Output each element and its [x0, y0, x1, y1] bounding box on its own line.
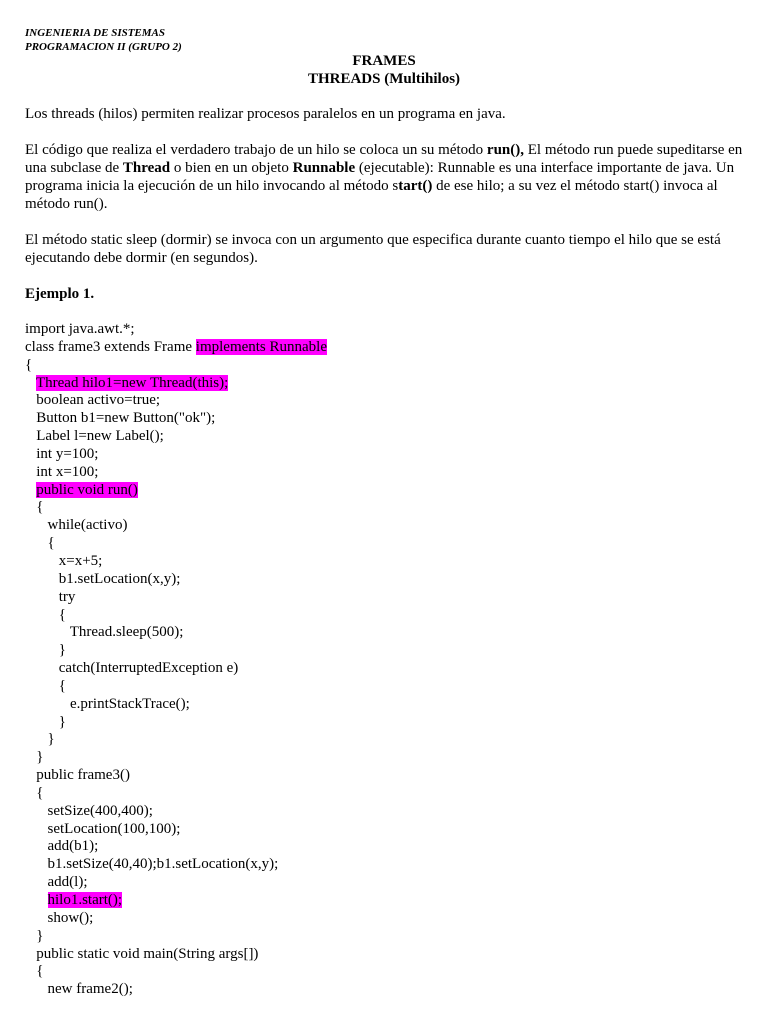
header-course: PROGRAMACION II (GRUPO 2) — [25, 41, 182, 53]
text-segment: (ejecutable): Runnable es una interface importante de java. Un programa inicia la ejecución de un hilo invocando al método s — [25, 160, 735, 194]
code-line: boolean activo=true; — [25, 392, 161, 409]
code-line: } — [25, 927, 44, 944]
code-line: public static void main(String args[]) — [25, 945, 259, 962]
code-line: { — [25, 784, 44, 801]
code-line: x=x+5; — [25, 552, 103, 569]
highlighted-code: implements Runnable — [195, 338, 328, 355]
code-line: { — [25, 356, 33, 373]
text-segment: El método run puede supeditarse en una subclase de — [25, 142, 743, 176]
header-institution: INGENIERIA DE SISTEMAS — [25, 27, 166, 39]
code-line: } — [25, 713, 66, 730]
code-line: setSize(400,400); — [25, 802, 153, 819]
text-segment: de ese hilo; a su vez el método start() invoca al método run(). — [25, 178, 718, 212]
text-segment: o bien en un objeto — [170, 160, 293, 176]
code-line: { — [25, 963, 44, 980]
bold-term: tart() — [398, 178, 433, 194]
code-line: b1.setSize(40,40);b1.setLocation(x,y); — [25, 856, 279, 873]
code-indent — [25, 375, 36, 391]
code-indent — [25, 892, 48, 908]
paragraph-intro — [25, 105, 750, 123]
code-segment: class frame3 extends Frame — [25, 338, 196, 355]
code-line — [25, 339, 327, 357]
highlighted-code: hilo1.start(); — [47, 892, 123, 908]
code-line: add(b1); — [25, 838, 99, 855]
document-subtitle: THREADS (Multihilos) — [307, 71, 461, 87]
document-title: FRAMES — [352, 53, 416, 69]
code-line: show(); — [25, 909, 94, 926]
bold-term: Thread — [122, 160, 171, 176]
highlighted-code: Thread hilo1=new Thread(this); — [35, 374, 229, 391]
code-line: Label l=new Label(); — [25, 428, 164, 445]
code-line: new frame2(); — [25, 981, 133, 998]
code-line: while(activo) — [25, 517, 128, 534]
code-line: int y=100; — [25, 445, 99, 462]
code-line: } — [25, 749, 44, 766]
code-line: setLocation(100,100); — [25, 820, 181, 837]
code-line: { — [25, 677, 66, 694]
code-line: try — [25, 588, 76, 605]
code-indent — [25, 482, 36, 498]
code-line — [25, 892, 327, 910]
code-line: } — [25, 731, 55, 748]
paragraph-intro-text: Los threads (hilos) permiten realizar procesos paralelos en un programa en java. — [25, 106, 506, 122]
code-line — [25, 375, 327, 393]
code-line: catch(InterruptedException e) — [25, 660, 239, 677]
title-block — [0, 52, 768, 88]
code-line: Button b1=new Button("ok"); — [25, 410, 216, 427]
paragraph-run-method — [25, 141, 750, 213]
code-line: e.printStackTrace(); — [25, 695, 190, 712]
code-line: add(l); — [25, 874, 88, 891]
code-line — [25, 482, 327, 500]
code-line: } — [25, 642, 66, 659]
text-segment: El código que realiza el verdadero trabajo de un hilo se coloca un su método — [25, 142, 487, 158]
code-line: { — [25, 606, 66, 623]
highlighted-code: public void run() — [36, 481, 138, 498]
code-line: { — [25, 535, 55, 552]
code-line: Thread.sleep(500); — [25, 624, 184, 641]
bold-term: run(), — [486, 142, 525, 158]
document-header — [25, 26, 182, 54]
code-line: import java.awt.*; — [25, 321, 135, 337]
paragraph-sleep-text: El método static sleep (dormir) se invoca con un argumento que especifica durante cuanto tiempo el hilo que se está ejecutando debe dormir (en segundos). — [25, 232, 721, 266]
code-line: public frame3() — [25, 767, 130, 784]
example-heading: Ejemplo 1. — [25, 286, 95, 302]
code-line: { — [25, 499, 44, 516]
paragraph-sleep — [25, 231, 750, 267]
code-line: int x=100; — [25, 463, 99, 480]
code-block — [25, 321, 327, 999]
code-line: b1.setLocation(x,y); — [25, 570, 181, 587]
bold-term: Runnable — [292, 160, 356, 176]
